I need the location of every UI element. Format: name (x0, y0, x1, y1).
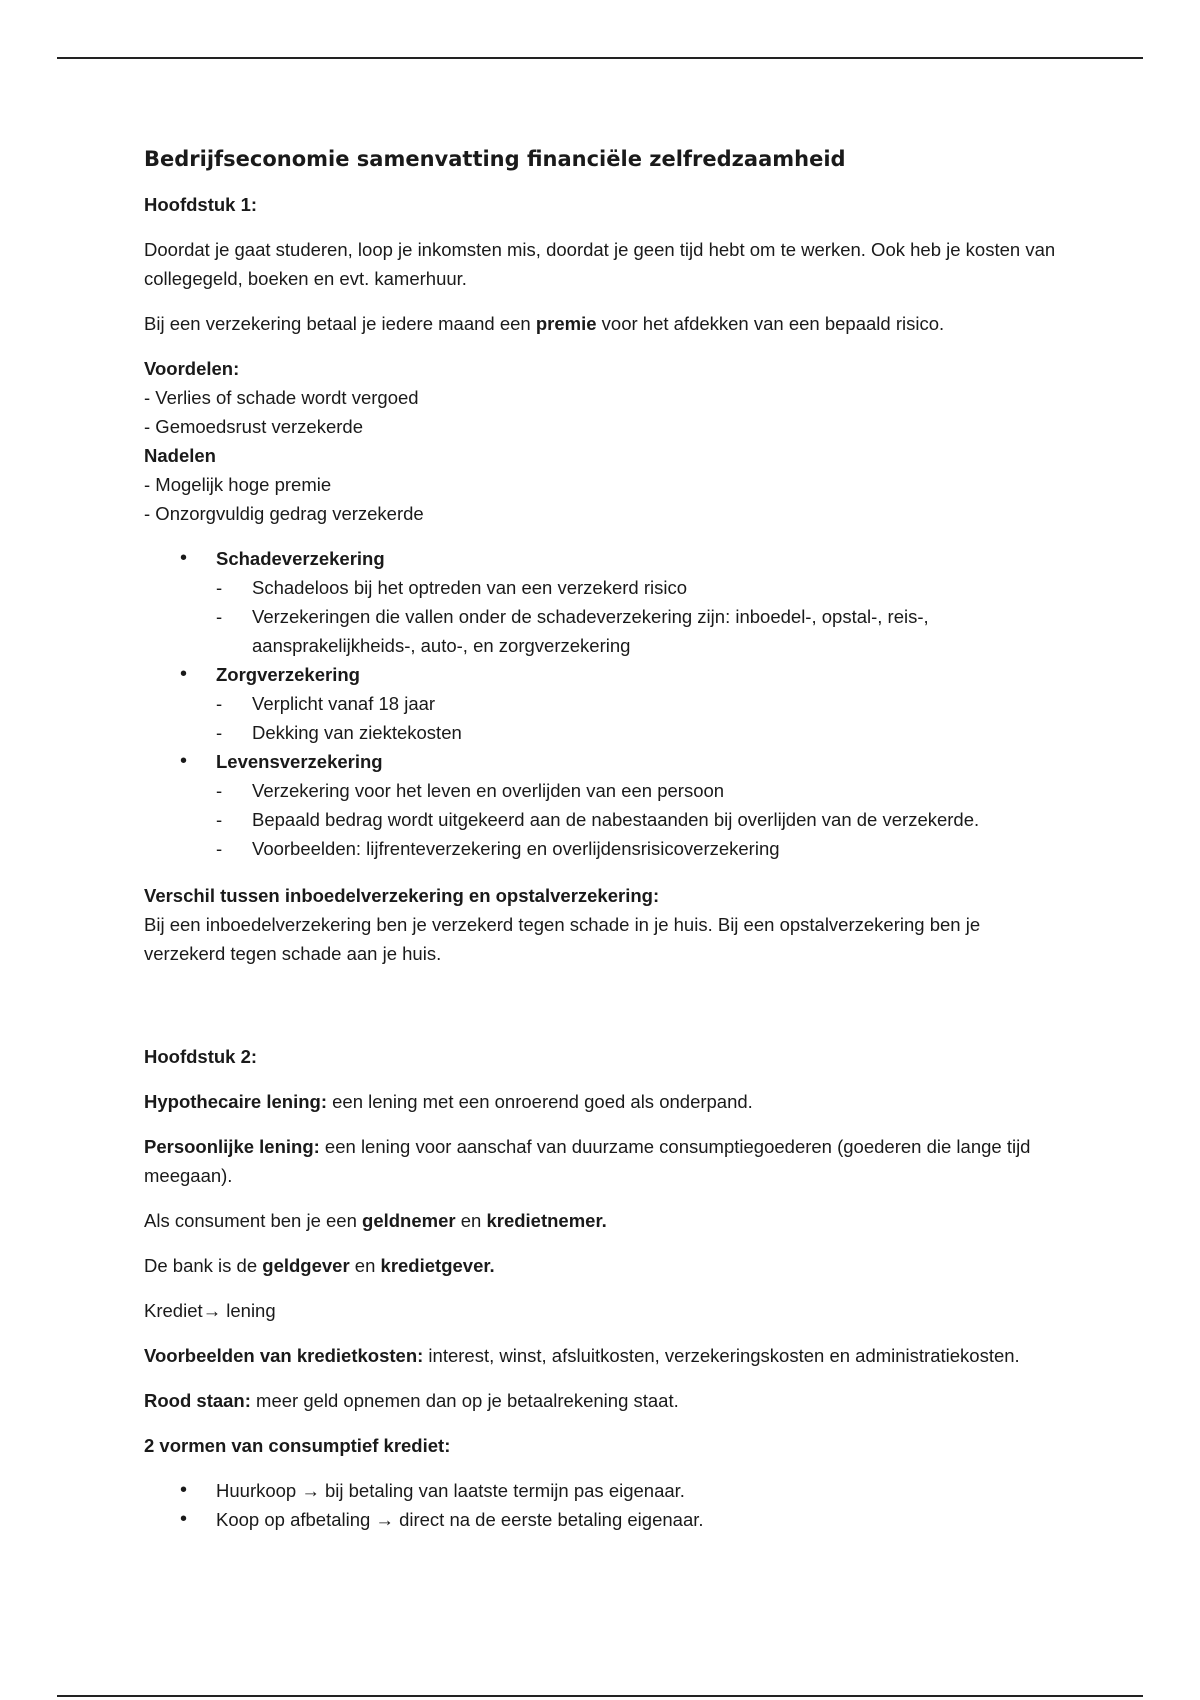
difference-text: Bij een inboedelverzekering ben je verzekerd tegen schade in je huis. Bij een opstalverzekering ben je verzekerd tegen schade aan je huis. (144, 914, 981, 964)
mortgage-definition (144, 1087, 1064, 1116)
premium-pre: Bij een verzekering betaal je iedere maand een (144, 313, 536, 334)
credit-forms-list (144, 1476, 1064, 1534)
insurance-type-item (144, 544, 1064, 660)
credit-costs-term: Voorbeelden van kredietkosten: (144, 1345, 424, 1366)
overdraft-paragraph (144, 1386, 1064, 1415)
insurance-point: - Verzekering voor het leven en overlijden van een persoon (216, 776, 1064, 805)
insurance-points (216, 689, 1064, 747)
insurance-type-name: Schadeverzekering (216, 548, 385, 569)
disadvantage-item: - Mogelijk hoge premie (144, 474, 332, 495)
premium-post: voor het afdekken van een bepaald risico. (596, 313, 945, 334)
bank-mid: en (349, 1255, 381, 1276)
section-spacer (144, 984, 1064, 1042)
chapter-1-heading: Hoofdstuk 1: (144, 194, 258, 215)
credit-line: Krediet→ lening (144, 1300, 276, 1321)
overdraft-term: Rood staan: (144, 1390, 251, 1411)
disadvantages-label: Nadelen (144, 445, 216, 466)
header-rule (57, 57, 1143, 59)
personal-loan-text: een lening voor aanschaf van duurzame consumptiegoederen (goederen die lange tijd meegaan). (144, 1136, 1031, 1186)
document-title: Bedrijfseconomie samenvatting financiële zelfredzaamheid (144, 147, 846, 171)
pros-cons-block (144, 354, 1064, 528)
insurance-points (216, 776, 1064, 863)
consumer-term-1: geldnemer (362, 1210, 456, 1231)
credit-costs-text: interest, winst, afsluitkosten, verzekeringskosten en administratiekosten. (423, 1345, 1020, 1366)
insurance-point: - Voorbeelden: lijfrenteverzekering en overlijdensrisicoverzekering (216, 834, 1064, 863)
insurance-type-name: Levensverzekering (216, 751, 383, 772)
bank-term-1: geldgever (262, 1255, 350, 1276)
mortgage-term: Hypothecaire lening: (144, 1091, 327, 1112)
advantages-label: Voordelen: (144, 358, 240, 379)
overdraft-text: meer geld opnemen dan op je betaalrekening staat. (250, 1390, 679, 1411)
credit-forms-label: 2 vormen van consumptief krediet: (144, 1435, 451, 1456)
mortgage-text: een lening met een onroerend goed als onderpand. (326, 1091, 753, 1112)
personal-loan-term: Persoonlijke lening: (144, 1136, 320, 1157)
consumer-pre: Als consument ben je een (144, 1210, 363, 1231)
footer-rule (57, 1695, 1143, 1697)
consumer-role-paragraph (144, 1206, 1064, 1235)
insurance-point: - Verplicht vanaf 18 jaar (216, 689, 1064, 718)
credit-form-item: • Huurkoop → bij betaling van laatste termijn pas eigenaar. (144, 1476, 1064, 1505)
insurance-points (216, 573, 1064, 660)
credit-costs-paragraph (144, 1341, 1064, 1370)
insurance-type-name: Zorgverzekering (216, 664, 360, 685)
insurance-types-list (144, 544, 1064, 863)
disadvantage-item: - Onzorgvuldig gedrag verzekerde (144, 503, 424, 524)
credit-form-item: • Koop op afbetaling → direct na de eerste betaling eigenaar. (144, 1505, 1064, 1534)
insurance-point: - Dekking van ziektekosten (216, 718, 1064, 747)
chapter-2-heading: Hoofdstuk 2: (144, 1046, 258, 1067)
bank-role-paragraph (144, 1251, 1064, 1280)
insurance-type-item (144, 747, 1064, 863)
premium-paragraph (144, 309, 1064, 338)
consumer-mid: en (455, 1210, 487, 1231)
insurance-type-item (144, 660, 1064, 747)
insurance-point: - Bepaald bedrag wordt uitgekeerd aan de nabestaanden bij overlijden van de verzekerde. (216, 805, 1064, 834)
premium-term: premie (535, 313, 597, 334)
insurance-point: - Schadeloos bij het optreden van een verzekerd risico (216, 573, 1064, 602)
document-body (144, 138, 1064, 1552)
advantage-item: - Verlies of schade wordt vergoed (144, 387, 419, 408)
bank-pre: De bank is de (144, 1255, 263, 1276)
consumer-term-2: kredietnemer. (486, 1210, 607, 1231)
advantage-item: - Gemoedsrust verzekerde (144, 416, 364, 437)
difference-label: Verschil tussen inboedelverzekering en opstalverzekering: (144, 885, 660, 906)
chapter-1-intro: Doordat je gaat studeren, loop je inkomsten mis, doordat je geen tijd hebt om te werken. Ook heb je kosten van collegegeld, boeken en evt. kamerhuur. (144, 239, 1056, 289)
bank-term-2: kredietgever. (380, 1255, 495, 1276)
personal-loan-definition (144, 1132, 1064, 1190)
insurance-point: - Verzekeringen die vallen onder de schadeverzekering zijn: inboedel-, opstal-, reis-, aansprakelijkheids-, auto-, en zorgverzekering (216, 602, 1064, 660)
difference-block (144, 881, 1064, 968)
